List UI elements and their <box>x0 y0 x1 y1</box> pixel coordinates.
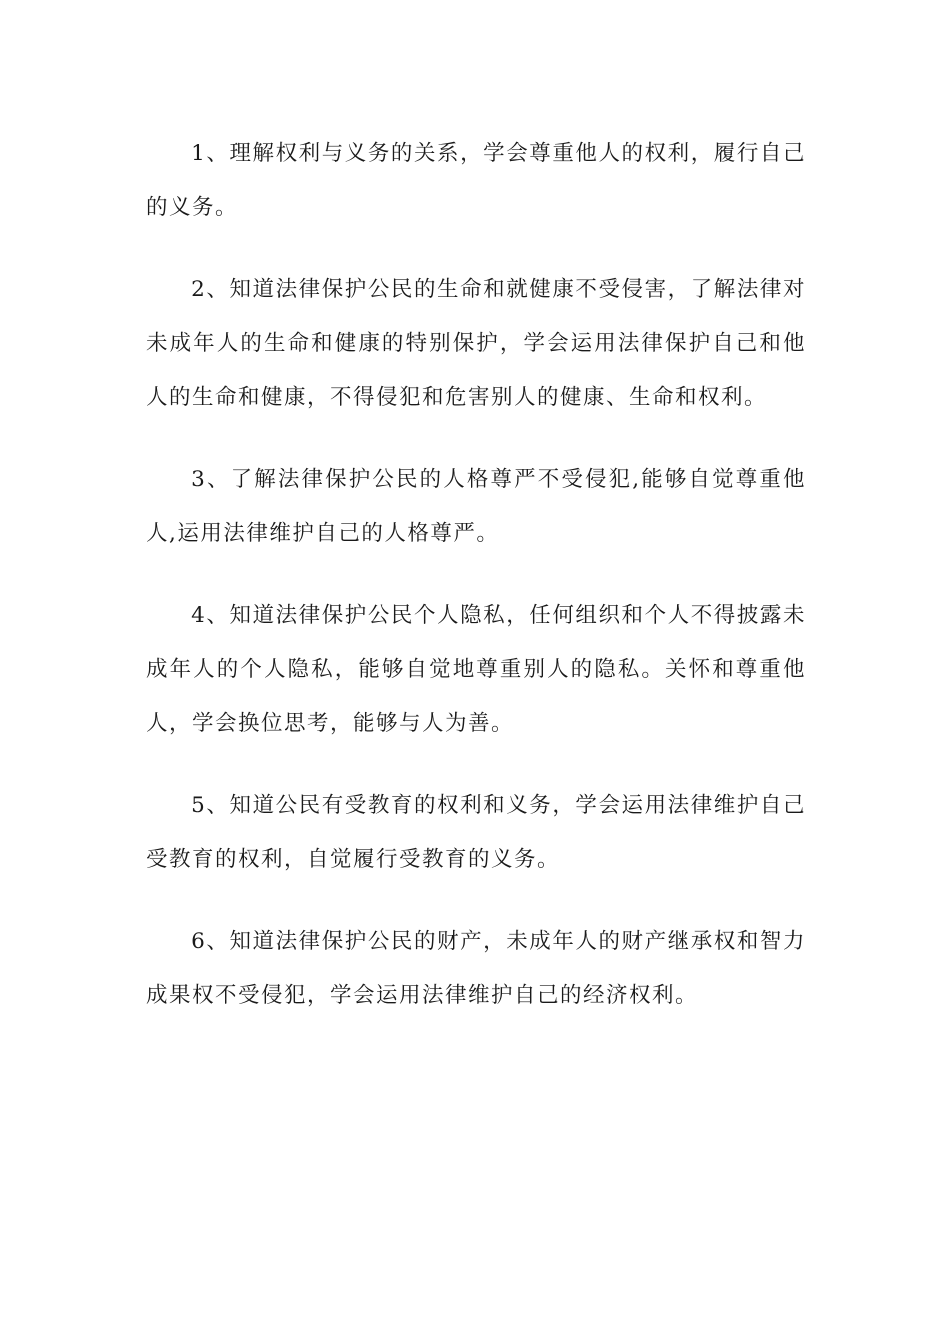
paragraph-3: 3、了解法律保护公民的人格尊严不受侵犯,能够自觉尊重他人,运用法律维护自己的人格尊严。 <box>146 467 806 546</box>
paragraph-1: 1、理解权利与义务的关系，学会尊重他人的权利，履行自己的义务。 <box>146 141 806 220</box>
paragraph-5: 5、知道公民有受教育的权利和义务，学会运用法律维护自己受教育的权利，自觉履行受教育的义务。 <box>146 793 806 872</box>
paragraph-2: 2、知道法律保护公民的生命和就健康不受侵害，了解法律对未成年人的生命和健康的特别保护，学会运用法律保护自己和他人的生命和健康，不得侵犯和危害别人的健康、生命和权利。 <box>146 277 806 410</box>
document-body <box>146 127 806 1051</box>
paragraph-6: 6、知道法律保护公民的财产，未成年人的财产继承权和智力成果权不受侵犯，学会运用法律维护自己的经济权利。 <box>146 929 806 1008</box>
paragraph-4: 4、知道法律保护公民个人隐私，任何组织和个人不得披露未成年人的个人隐私，能够自觉地尊重别人的隐私。关怀和尊重他人，学会换位思考，能够与人为善。 <box>146 603 806 736</box>
